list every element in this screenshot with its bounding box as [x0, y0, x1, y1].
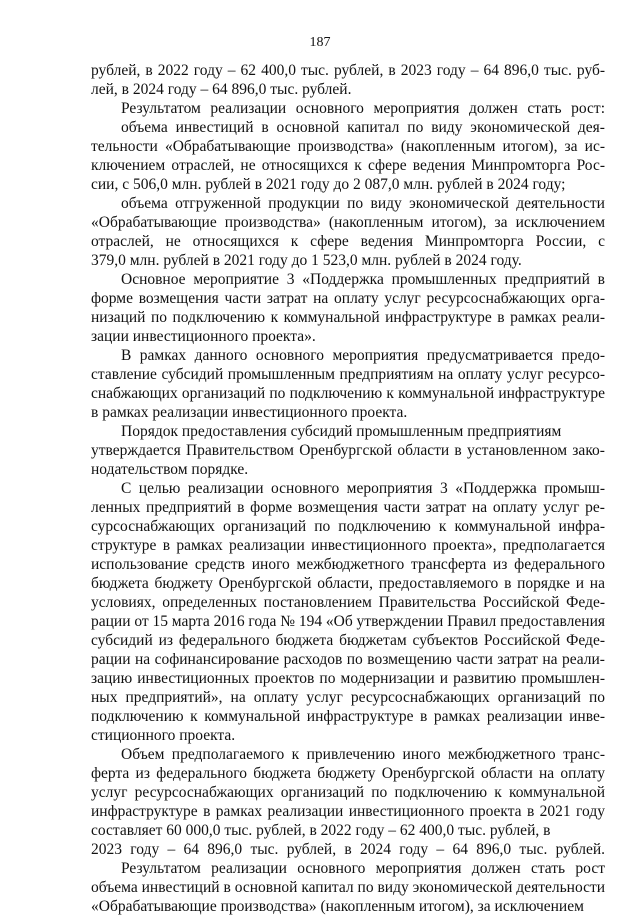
text-line: рации на софинансирование расходов по возмещению части затрат на реали-	[91, 651, 605, 668]
text-line: структуре в рамках реализации инвестиционного проекта», предполагается	[91, 537, 605, 554]
text-line: В рамках данного основного мероприятия предусматривается предо-	[121, 347, 605, 364]
text-line: Порядок предоставления субсидий промышленным предприятиям	[121, 423, 562, 440]
text-line: ферта из федерального бюджета бюджету Оренбургской области на оплату	[91, 765, 605, 782]
text-line: ставление субсидий промышленным предприятиям на оплату услуг ресурсо-	[91, 366, 606, 383]
text-line: сурсоснабжающих организаций по подключению к коммунальной инфра-	[91, 518, 605, 535]
text-line: низаций по подключению к коммунальной инфраструктуре в рамках реали-	[91, 309, 606, 326]
text-line: объема отгруженной продукции по виду экономической деятельности	[121, 195, 605, 212]
text-line: 379,0 млн. рублей в 2021 году до 1 523,0 млн. рублей в 2024 году.	[91, 252, 522, 269]
text-line: использование средств иного межбюджетного трансферта из федерального	[91, 556, 606, 573]
text-line: субсидий из федерального бюджета бюджетам субъектов Российской Феде-	[91, 632, 605, 649]
text-line: 2023 году – 64 896,0 тыс. рублей, в 2024 году – 64 896,0 тыс. рублей.	[91, 841, 606, 858]
text-line: нодательством порядке.	[91, 461, 249, 478]
text-line: объема инвестиций в основной капитал по виду экономической деятельности	[91, 879, 606, 896]
text-line: рублей, в 2022 году – 62 400,0 тыс. рублей, в 2023 году – 64 896,0 тыс. руб-	[91, 62, 606, 79]
text-line: ленных предприятий в форме возмещения части затрат на оплату услуг ре-	[91, 499, 605, 516]
text-line: «Обрабатывающие производства» (накопленным итогом), за исключением	[91, 898, 584, 915]
text-line: тельности «Обрабатывающие производства» (накопленным итогом), за ис-	[91, 138, 606, 155]
text-line: стиционного проекта.	[91, 727, 236, 744]
text-line: отраслей, не относящихся к сфере ведения Минпромторга России, с	[91, 233, 605, 250]
text-line: инфраструктуре в рамках реализации инвестиционного проекта в 2021 году	[91, 803, 605, 820]
text-line: С целью реализации основного мероприятия 3 «Поддержка промыш-	[121, 480, 606, 497]
text-line: составляет 60 000,0 тыс. рублей, в 2022 году – 62 400,0 тыс. рублей, в	[91, 822, 551, 839]
text-line: условиях, определенных постановлением Правительства Российской Феде-	[91, 594, 605, 611]
text-line: подключению к коммунальной инфраструктуре в рамках реализации инве-	[91, 708, 605, 725]
text-line: утверждается Правительством Оренбургской области в установленном зако-	[91, 442, 605, 459]
text-line: зацию инвестиционных проектов по модернизации и развитию промышлен-	[91, 670, 605, 687]
text-line: рации от 15 марта 2016 года № 194 «Об утверждении Правил предоставления	[91, 613, 606, 630]
text-line: лей, в 2024 году – 64 896,0 тыс. рублей.	[91, 81, 352, 98]
text-line: снабжающих организаций по подключению к коммунальной инфраструктуре	[91, 385, 606, 402]
text-line: бюджета бюджету Оренбургской области, предоставляемого в порядке и на	[91, 575, 605, 592]
text-line: Результатом реализации основного мероприятия должен стать рост	[121, 860, 605, 877]
page-number: 187	[309, 35, 331, 50]
text-line: Результатом реализации основного мероприятия должен стать рост:	[121, 100, 606, 117]
text-line: ключением отраслей, не относящихся к сфере ведения Минпромторга Рос-	[91, 157, 605, 174]
text-line: услуг ресурсоснабжающих организаций по подключению к коммунальной	[91, 784, 606, 801]
text-line: объема инвестиций в основной капитал по виду экономической дея-	[121, 119, 605, 136]
text-line: сии, с 506,0 млн. рублей в 2021 году до 2 087,0 млн. рублей в 2024 году;	[91, 176, 566, 193]
text-line: в рамках реализации инвестиционного проекта.	[91, 404, 408, 421]
text-line: «Обрабатывающие производства» (накопленным итогом), за исключением	[91, 214, 606, 231]
text-line: ных предприятий», на оплату услуг ресурсоснабжающих организаций по	[91, 689, 606, 706]
text-line: Основное мероприятие 3 «Поддержка промышленных предприятий в	[121, 271, 605, 288]
text-line: Объем предполагаемого к привлечению иного межбюджетного транс-	[121, 746, 606, 763]
text-line: форме возмещения части затрат на оплату услуг ресурсоснабжающих орга-	[91, 290, 606, 307]
text-line: зации инвестиционного проекта».	[91, 328, 316, 345]
